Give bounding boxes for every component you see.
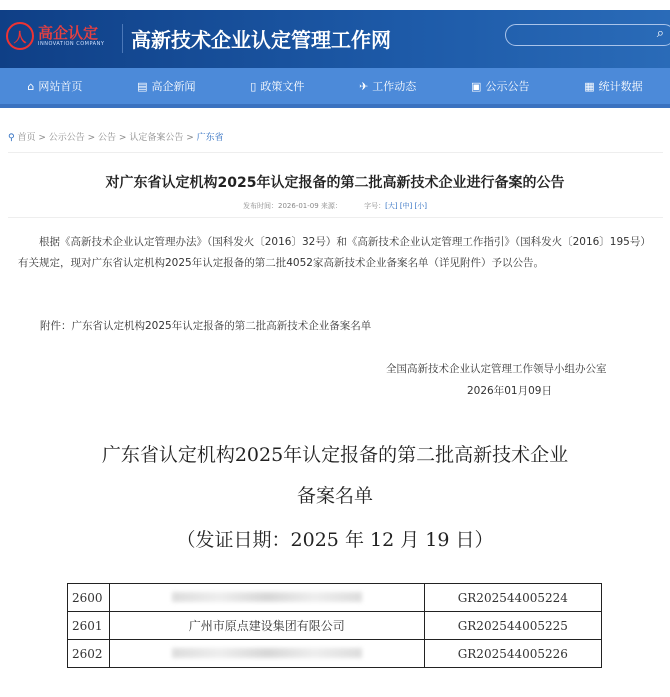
main-nav: [0, 68, 670, 108]
article-title: 对广东省认定机构2025年认定报备的第二批高新技术企业进行备案的公告: [105, 175, 565, 191]
file-icon: ▯: [250, 79, 257, 93]
signature-date: 2026年01月09日: [467, 385, 552, 397]
nav-work[interactable]: ✈ 工作动态: [359, 79, 417, 93]
nav-policy[interactable]: ▯ 政策文件: [250, 79, 305, 93]
redacted-name: [172, 648, 362, 658]
doc-title-line2: 备案名单: [296, 485, 373, 507]
paper-plane-icon: ✈: [359, 79, 369, 93]
breadcrumb-home[interactable]: 首页: [17, 133, 36, 143]
logo[interactable]: [6, 22, 104, 50]
nav-news[interactable]: ▤ 高企新闻: [137, 79, 196, 93]
logo-icon: 人: [6, 22, 34, 50]
nav-notice[interactable]: ▣ 公示公告: [471, 79, 530, 93]
search-input[interactable]: [505, 24, 670, 46]
font-small[interactable]: [小]: [414, 202, 427, 210]
logo-text: 高企认定: [38, 24, 99, 42]
attachment-link[interactable]: 附件：广东省认定机构2025年认定报备的第二批高新技术企业备案名单: [40, 320, 372, 332]
nav-stats[interactable]: ▦ 统计数据: [584, 79, 643, 93]
divider: [8, 217, 663, 218]
site-header: [0, 10, 670, 68]
breadcrumb: ⚲ 首页 > 公示公告 > 公告 > 认定备案公告 > 广东省: [8, 133, 224, 143]
company-table: [67, 583, 602, 668]
font-medium[interactable]: [中]: [399, 202, 413, 210]
redacted-name: [172, 592, 362, 602]
home-icon: ⌂: [27, 79, 35, 93]
font-large[interactable]: [大]: [385, 202, 398, 210]
breadcrumb-announce[interactable]: 公告: [98, 133, 117, 143]
logo-subtext: INNOVATION COMPANY: [38, 41, 105, 47]
divider: [8, 152, 663, 153]
search-icon[interactable]: ⌕: [656, 26, 664, 41]
table-row: 2600 GR202544005224: [68, 584, 602, 612]
chart-icon: ▦: [584, 79, 595, 93]
article-body: 根据《高新技术企业认定管理办法》（国科发火〔2016〕32号）和《高新技术企业认定管理工作指引》（国科发火〔2016〕195号）有关规定，现对广东省认定机构2025年认定报备的第二批4052家高新技术企业备案名单（详见附件）予以公告。: [18, 236, 651, 269]
document-list-icon: ▤: [137, 79, 148, 93]
signature: 全国高新技术企业认定管理工作领导小组办公室: [386, 363, 607, 375]
breadcrumb-notice[interactable]: 公示公告: [48, 133, 85, 143]
table-row: 2602 GR202544005226: [68, 640, 602, 668]
site-title: 高新技术企业认定管理工作网: [122, 24, 391, 53]
clipboard-icon: ▣: [471, 79, 482, 93]
doc-title: 广东省认定机构2025年认定报备的第二批高新技术企业: [101, 444, 569, 466]
breadcrumb-current[interactable]: 广东省: [196, 133, 224, 143]
article-meta: 发布时间：2026-01-09 来源： 字号：[大] [中] [小]: [242, 202, 427, 210]
table-row: 2601 广州市原点建设集团有限公司 GR202544005225: [68, 612, 602, 640]
nav-home[interactable]: ⌂ 网站首页: [27, 79, 83, 93]
location-pin-icon: ⚲: [8, 133, 15, 143]
doc-subtitle: （发证日期：2025 年 12 月 19 日）: [176, 529, 494, 551]
breadcrumb-filing[interactable]: 认定备案公告: [129, 133, 184, 143]
